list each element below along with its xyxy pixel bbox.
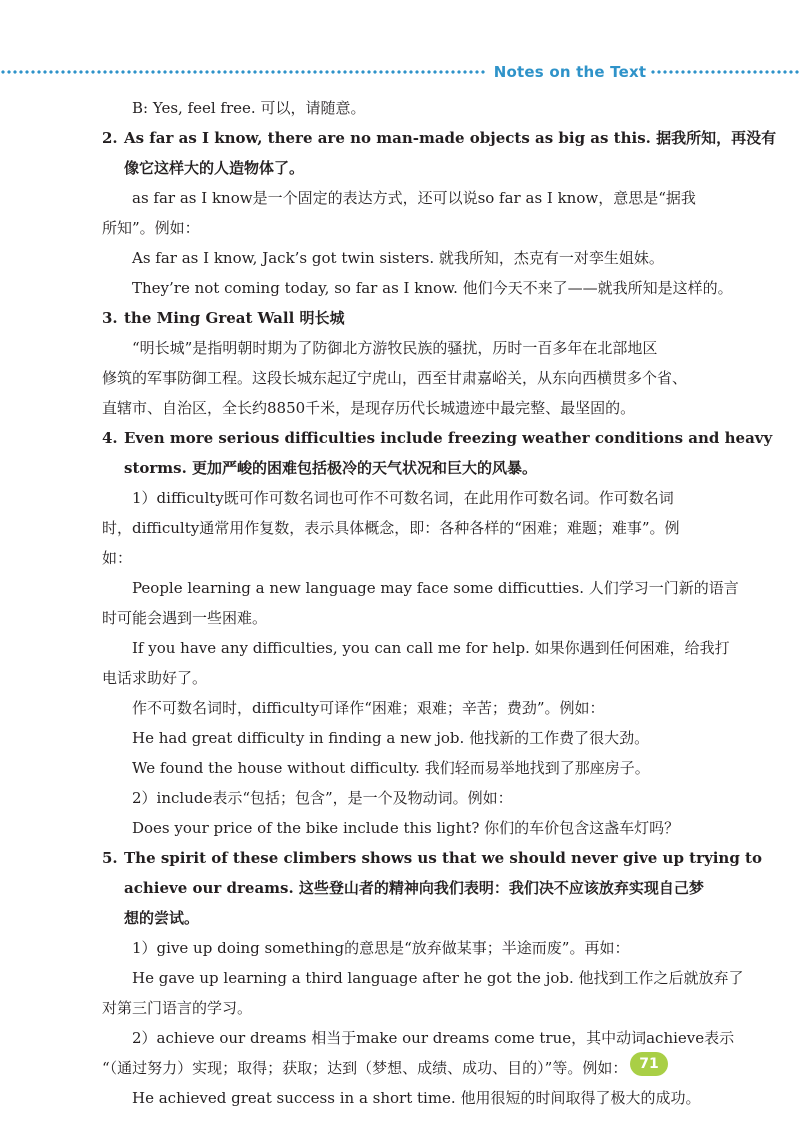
- text-line: [102, 753, 720, 783]
- line-text: Does your price of the bike include this light? 你们的车价包含这盏车灯吗？: [132, 819, 680, 837]
- text-line: [102, 1083, 720, 1113]
- text-line: [102, 243, 720, 273]
- text-line: [102, 273, 733, 303]
- line-text: As far as I know, there are no man-made objects as big as this. 据我所知，再没有: [124, 129, 777, 147]
- header-dotted-rule-right: [650, 70, 800, 74]
- line-text: As far as I know, Jack’s got twin sisters. 就我所知，杰克有一对孪生姐妹。: [132, 249, 664, 267]
- text-line: [102, 603, 720, 633]
- line-text: 想的尝试。: [124, 909, 200, 927]
- line-text: the Ming Great Wall 明长城: [124, 309, 345, 327]
- text-line: [102, 363, 720, 393]
- text-line: [102, 573, 739, 603]
- text-line: [102, 693, 720, 723]
- line-text: 如：: [102, 549, 133, 567]
- text-line: [102, 513, 720, 543]
- text-line: [102, 93, 720, 123]
- line-text: achieve our dreams. 这些登山者的精神向我们表明：我们决不应该放弃实现自己梦: [124, 879, 704, 897]
- text-line: [102, 993, 720, 1023]
- line-text: 1）difficulty既可作可数名词也可作不可数名词，在此用作可数名词。作可数名词: [132, 489, 674, 507]
- line-text: 对第三门语言的学习。: [102, 999, 253, 1017]
- line-text: as far as I know是一个固定的表达方式，还可以说so far as I know，意思是“据我: [132, 189, 696, 207]
- page-number-badge: 71: [630, 1052, 668, 1076]
- text-line: [102, 873, 720, 903]
- section-title: Notes on the Text: [493, 63, 647, 81]
- note-heading: [102, 423, 773, 453]
- note-number: 3.: [102, 309, 118, 327]
- note-number: 5.: [102, 849, 118, 867]
- text-line: [102, 543, 720, 573]
- line-text: 2）achieve our dreams 相当于make our dreams come true，其中动词achieve表示: [132, 1029, 735, 1047]
- line-text: 所知”。例如：: [102, 219, 200, 237]
- line-text: 时，difficulty通常用作复数，表示具体概念，即：各种各样的“困难；难题；难事”。例: [102, 519, 680, 537]
- text-line: [102, 153, 720, 183]
- text-line: [102, 1053, 720, 1083]
- line-text: 电话求助好了。: [102, 669, 208, 687]
- text-line: [102, 723, 720, 753]
- text-line: [102, 183, 720, 213]
- line-text: The spirit of these climbers shows us that we should never give up trying to: [124, 849, 762, 867]
- line-text: Even more serious difficulties include freezing weather conditions and heavy: [124, 429, 773, 447]
- line-text: 2）include表示“包括；包含”，是一个及物动词。例如：: [132, 789, 513, 807]
- note-number: 4.: [102, 429, 118, 447]
- line-text: We found the house without difficulty. 我们轻而易举地找到了那座房子。: [132, 759, 650, 777]
- text-line: [102, 213, 720, 243]
- note-number: 2.: [102, 129, 118, 147]
- page-header: [0, 60, 800, 84]
- line-text: B: Yes, feel free. 可以，请随意。: [132, 99, 366, 117]
- text-line: [102, 633, 730, 663]
- line-text: He had great difficulty in finding a new job. 他找新的工作费了很大劲。: [132, 729, 650, 747]
- line-text: 1）give up doing something的意思是“放弃做某事；半途而废”。再如：: [132, 939, 630, 957]
- header-dotted-rule-left: [0, 70, 486, 74]
- text-line: [102, 333, 720, 363]
- text-line: [102, 933, 720, 963]
- line-text: If you have any difficulties, you can call me for help. 如果你遇到任何困难，给我打: [132, 639, 730, 657]
- text-line: [102, 483, 720, 513]
- line-text: storms. 更加严峻的困难包括极冷的天气状况和巨大的风暴。: [124, 459, 538, 477]
- line-text: They’re not coming today, so far as I know. 他们今天不来了——就我所知是这样的。: [132, 279, 733, 297]
- text-line: [102, 963, 744, 993]
- line-text: “（通过努力）实现；取得；获取；达到（梦想、成绩、成功、目的）”等。例如：: [102, 1059, 628, 1077]
- line-text: 像它这样大的人造物体了。: [124, 159, 305, 177]
- line-text: He gave up learning a third language after he got the job. 他找到工作之后就放弃了: [132, 969, 744, 987]
- line-text: 时可能会遇到一些困难。: [102, 609, 268, 627]
- line-text: 直辖市、自治区，全长约8850千米，是现存历代长城遗迹中最完整、最坚固的。: [102, 399, 636, 417]
- text-line: [102, 903, 720, 933]
- note-heading: [102, 123, 777, 153]
- notes-body: [102, 93, 777, 1113]
- text-line: [102, 453, 720, 483]
- line-text: “明长城”是指明朝时期为了防御北方游牧民族的骚扰，历时一百多年在北部地区: [132, 339, 658, 357]
- line-text: He achieved great success in a short time. 他用很短的时间取得了极大的成功。: [132, 1089, 701, 1107]
- line-text: 修筑的军事防御工程。这段长城东起辽宁虎山，西至甘肃嘉峪关，从东向西横贯多个省、: [102, 369, 688, 387]
- note-heading: [102, 303, 720, 333]
- line-text: People learning a new language may face some difficutties. 人们学习一门新的语言: [132, 579, 739, 597]
- text-line: [102, 393, 720, 423]
- text-line: [102, 663, 720, 693]
- line-text: 作不可数名词时，difficulty可译作“困难；艰难；辛苦；费劲”。例如：: [132, 699, 605, 717]
- note-heading: [102, 843, 762, 873]
- text-line: [102, 1023, 735, 1053]
- text-line: [102, 813, 720, 843]
- text-line: [102, 783, 720, 813]
